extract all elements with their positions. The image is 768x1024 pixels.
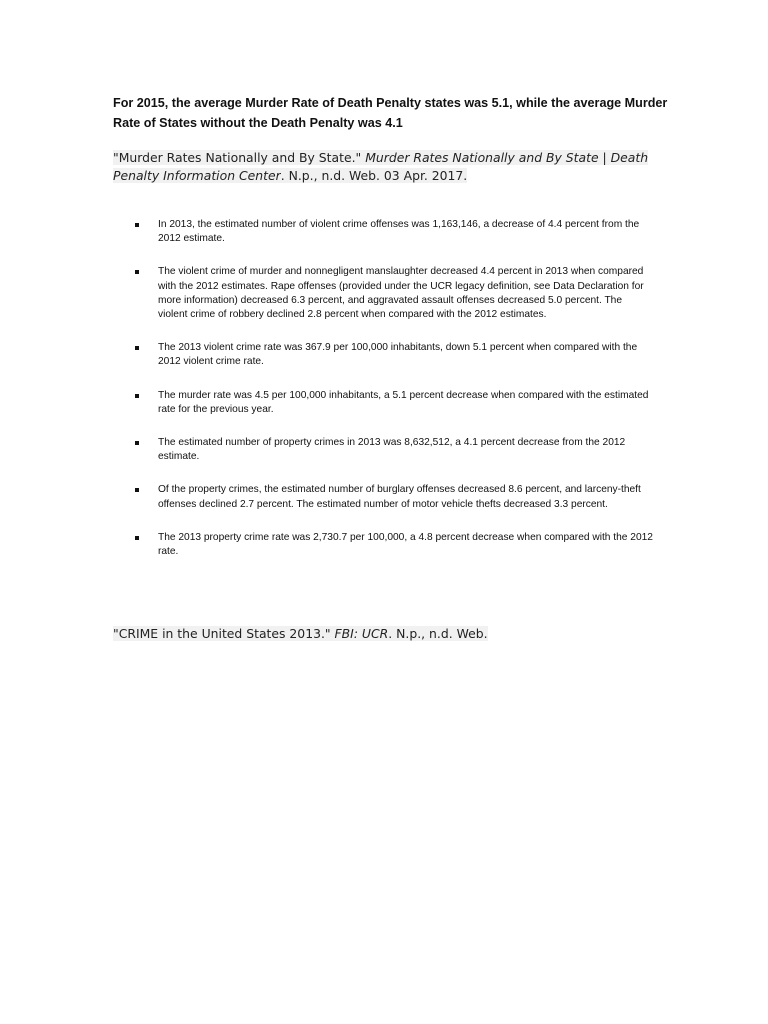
bullet-marker (135, 536, 139, 540)
bullet-marker (135, 223, 139, 227)
list-item-text: The violent crime of murder and nonnegligent manslaughter decreased 4.4 percent in 2013 when compared with the 2012 estimates. Rape offenses (provided under the UCR legacy definition, see Data Declaration for more information) decreased 6.3 percent, and aggravated assault offenses decreased 5.0 percent. The violent crime of robbery declined 2.8 percent when compared with the 2012 estimates. (158, 266, 644, 321)
list-item-text: In 2013, the estimated number of violent crime offenses was 1,163,146, a decrease of 4.4 percent from the 2012 estimate. (158, 219, 640, 245)
citation-title: "Murder Rates Nationally and By State." (113, 150, 366, 165)
citation-source: Murder Rates Nationally and By State | Death Penalty Information Center (113, 150, 649, 183)
list-item (133, 436, 653, 464)
bullet-marker (135, 488, 139, 492)
citation-title: "CRIME in the United States 2013." (113, 626, 335, 641)
citation-source: FBI: UCR (334, 626, 389, 641)
bullet-marker (135, 441, 139, 445)
bullet-marker (135, 346, 139, 350)
list-item (133, 531, 653, 559)
citation-tail: . N.p., n.d. Web. 03 Apr. 2017. (280, 168, 468, 183)
citation-fbi-ucr (113, 625, 673, 643)
list-item (133, 218, 653, 246)
list-item (133, 483, 653, 511)
bullet-marker (135, 270, 139, 274)
bullet-marker (135, 394, 139, 398)
list-item (133, 265, 653, 322)
list-item-text: The 2013 violent crime rate was 367.9 per 100,000 inhabitants, down 5.1 percent when compared with the 2012 violent crime rate. (158, 342, 638, 368)
list-item-text: Of the property crimes, the estimated number of burglary offenses decreased 8.6 percent, and larceny-theft offenses declined 2.7 percent. The estimated number of motor vehicle thefts decreased 3.3 percent. (158, 484, 641, 510)
list-item (133, 341, 653, 369)
page-heading: For 2015, the average Murder Rate of Death Penalty states was 5.1, while the average Murder Rate of States without the Death Penalty was 4.1 (113, 96, 668, 130)
crime-statistics-list (133, 218, 653, 578)
list-item-text: The murder rate was 4.5 per 100,000 inhabitants, a 5.1 percent decrease when compared with the estimated rate for the previous year. (158, 389, 649, 415)
citation-death-penalty-center (113, 149, 673, 185)
list-item (133, 389, 653, 417)
list-item-text: The 2013 property crime rate was 2,730.7 per 100,000, a 4.8 percent decrease when compared with the 2012 rate. (158, 531, 653, 558)
citation-tail: . N.p., n.d. Web. (388, 626, 488, 641)
list-item-text: The estimated number of property crimes in 2013 was 8,632,512, a 4.1 percent decrease from the 2012 estimate. (158, 437, 626, 463)
